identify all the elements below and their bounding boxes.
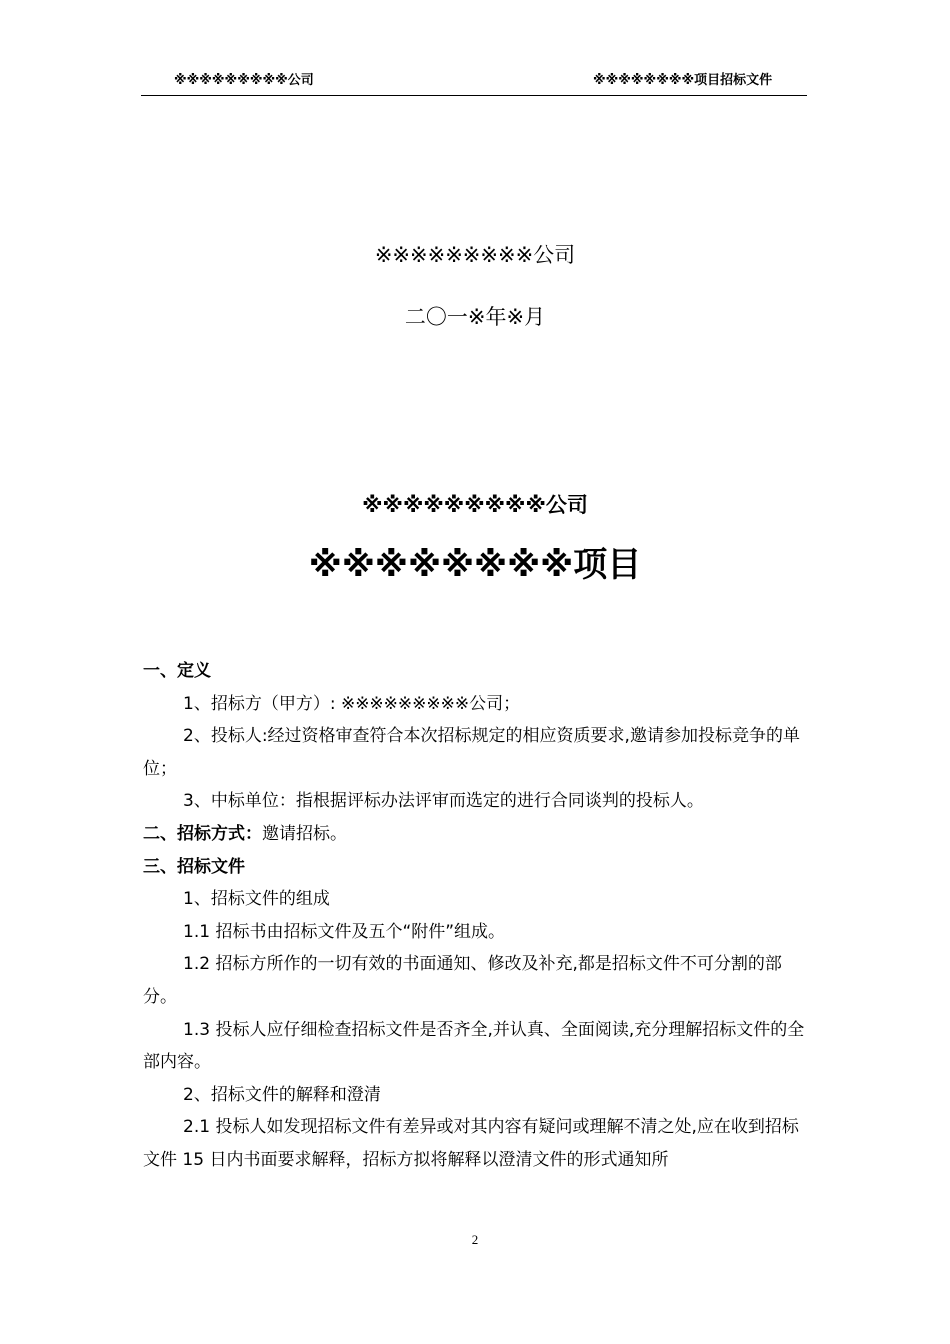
cover-date: 二〇一※年※月	[404, 305, 546, 329]
tender-method-value: 邀请招标。	[262, 823, 347, 844]
paragraph: 2、招标文件的解释和澄清	[183, 1084, 381, 1105]
paragraph: 1.3 投标人应仔细检查招标文件是否齐全,并认真、全面阅读,充分理解招标文件的全部内容。	[143, 1019, 805, 1073]
header-company: ※※※※※※※※※公司	[174, 73, 314, 88]
header-document-title: ※※※※※※※※项目招标文件	[593, 73, 773, 88]
paragraph: 1.1 招标书由招标文件及五个“附件”组成。	[183, 921, 506, 942]
title-company-name: ※※※※※※※※※公司	[362, 493, 588, 517]
document-body	[143, 655, 808, 1177]
section-heading-tender-method: 二、招标方式：	[143, 823, 262, 844]
section-heading-definitions: 一、定义	[143, 661, 211, 681]
section-tender-method	[143, 818, 808, 851]
paragraph: 2.1 投标人如发现招标文件有差异或对其内容有疑问或理解不清之处,应在收到招标文件 15 日内书面要求解释，招标方拟将解释以澄清文件的形式通知所	[143, 1117, 799, 1170]
paragraph: 2、投标人:经过资格审查符合本次招标规定的相应资质要求,邀请参加投标竞争的单位；	[143, 726, 800, 779]
header-divider	[141, 95, 807, 96]
cover-company-name: ※※※※※※※※※公司	[374, 243, 576, 267]
paragraph: 1、招标文件的组成	[183, 889, 330, 910]
paragraph: 1.2 招标方所作的一切有效的书面通知、修改及补充,都是招标文件不可分割的部分。	[143, 954, 782, 1007]
page-number: 2	[471, 1232, 479, 1247]
paragraph: 3、中标单位：指根据评标办法评审而选定的进行合同谈判的投标人。	[183, 791, 704, 812]
section-heading-tender-documents: 三、招标文件	[143, 856, 245, 877]
title-project-name: ※※※※※※※※项目	[308, 545, 642, 585]
paragraph: 1、招标方（甲方）: ※※※※※※※※※公司；	[183, 693, 521, 714]
